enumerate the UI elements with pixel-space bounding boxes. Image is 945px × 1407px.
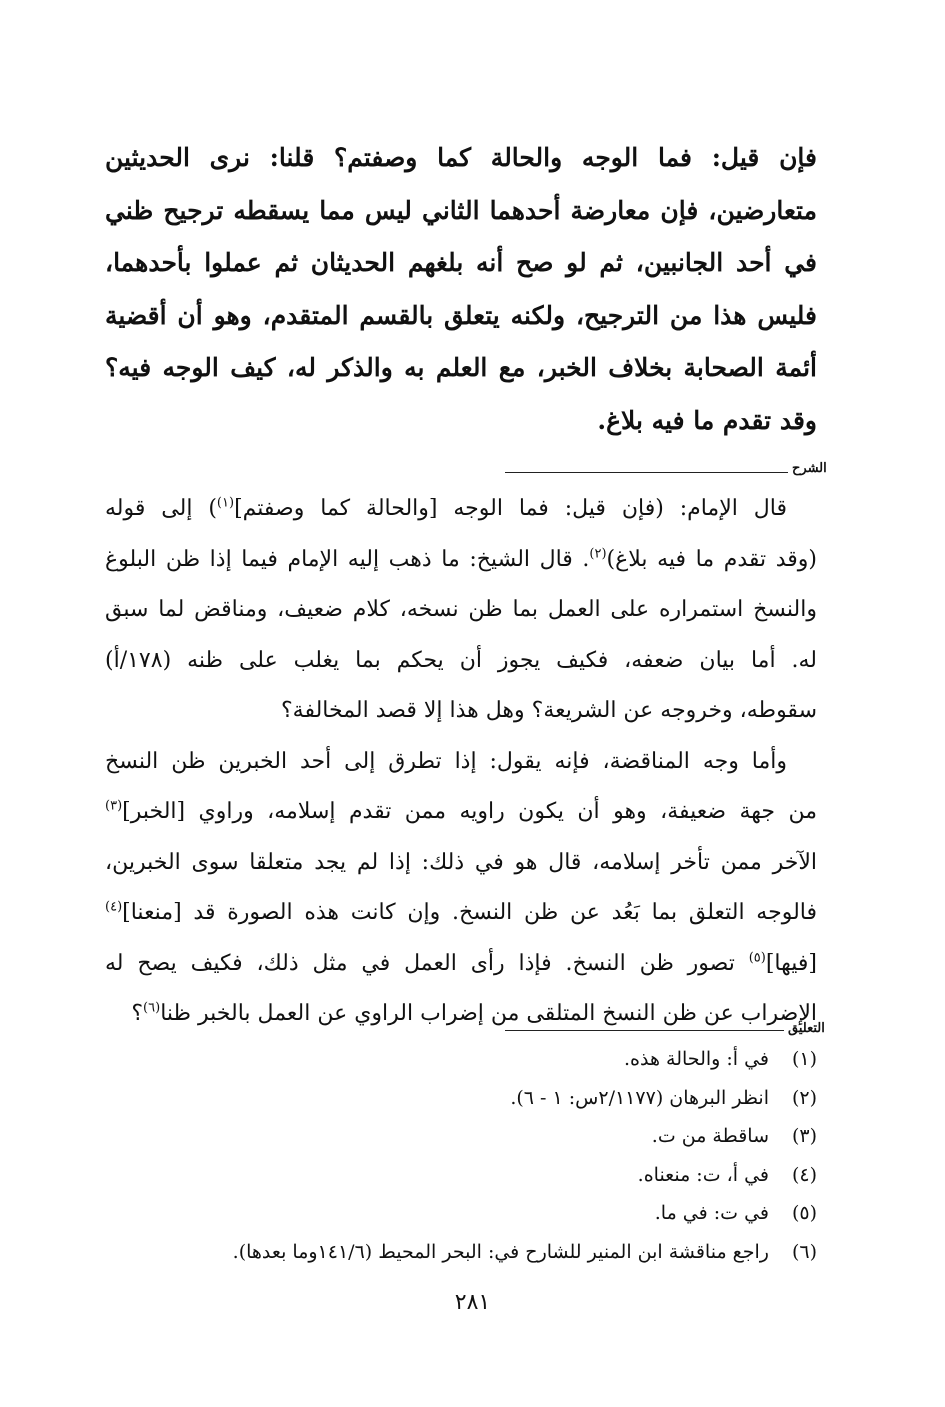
footnote-ref: (٢) [589,546,607,562]
sharh-label: الشرح [792,461,827,476]
footnote-ref: (١) [216,495,235,511]
commentary-line: فالوجه التعلق بما بَعُد عن ظن النسخ. وإن كانت هذه الصورة قد [منعنا]$^{(٤)}$ [105,899,817,925]
footnote [105,1156,817,1195]
footnote-text: ساقطة من ت. [651,1125,769,1147]
main-text-line: فإن قيل: فما الوجه والحالة كما وصفتم؟ قلنا: نرى الحديثين [105,143,817,172]
footnote [105,1194,817,1233]
commentary-line: سقوطه، وخروجه عن الشريعة؟ وهل هذا إلا قصد المخالفة؟ [280,698,817,723]
main-text-line: متعارضين، فإن معارضة أحدهما الثاني ليس مما يسقطه ترجيح ظني [105,195,817,225]
footnote-number: (٤) [791,1163,817,1186]
footnote [105,1233,817,1272]
page-number: ٢٨١ [454,1290,491,1315]
taaliq-label: التعليق [788,1021,825,1036]
main-text [105,132,817,447]
main-text-line: فليس هذا من الترجيح، ولكنه يتعلق بالقسم المتقدم، وهو أن أقضية [105,300,817,330]
commentary-line: [فيها]$^{(٥)}$ تصور ظن النسخ. فإذا رأى العمل في مثل ذلك، فكيف يصح له [105,950,817,976]
footnote-ref: (٤) [105,899,123,915]
footnote-ref: (٦) [143,1000,161,1016]
commentary-line: والنسخ استمراره على العمل بما ظن نسخه، كلام ضعيف، ومناقض لما سبق [105,597,817,622]
footnote [105,1040,817,1079]
commentary-line: له. أما بيان ضعفه، فكيف يجوز أن يحكم بما يغلب على ظنه (١٧٨/أ) [105,647,817,673]
footnote-number: (١) [791,1048,817,1070]
main-text-line: أئمة الصحابة بخلاف الخبر، مع العلم به والذكر له، كيف الوجه فيه؟ [105,353,817,382]
main-text-line: في أحد الجانبين، ثم لو صح أنه بلغهم الحديثان ثم عملوا بأحدهما، [105,248,817,277]
footnotes [105,1040,817,1271]
footnote-text: في أ: والحالة هذه. [624,1048,769,1070]
footnote-number: (٥) [791,1202,817,1224]
footnote-number: (٢) [791,1086,817,1109]
footnote-text: انظر البرهان (٢/١١٧٧س: ١ - ٦). [510,1086,769,1109]
commentary-line: (وقد تقدم ما فيه بلاغ)$^{(٢)}$. قال الشيخ: ما ذهب إليه الإمام فيما إذا ظن البلوغ [105,546,818,572]
main-text-line: وقد تقدم ما فيه بلاغ. [597,405,817,435]
commentary-line: وأما وجه المناقضة، فإنه يقول: إذا تطرق إلى أحد الخبرين ظن النسخ [105,748,787,774]
commentary-line: الآخر ممن تأخر إسلامه، قال هو في ذلك: إذا لم يجد متعلقا سوى الخبرين، [105,849,817,875]
footnote-ref: (٣) [105,798,123,814]
commentary-line: من جهة ضعيفة، وهو أن يكون راويه ممن تقدم إسلامه، وراوي [الخبر]$^{(٣)}$ [105,798,817,824]
footnote-ref: (٥) [748,950,766,966]
commentary-line: قال الإمام: (فإن قيل: فما الوجه [والحالة كما وصفتم]$^{(١)}$) إلى قوله [105,495,787,521]
footnotes-divider [505,1030,784,1031]
commentary-text [105,484,817,1040]
footnote-text: راجع مناقشة ابن المنير للشارح في: البحر المحيط (١٤١/٦وما بعدها). [232,1240,769,1263]
footnote [105,1079,817,1118]
footnote-text: في أ، ت: منعناه. [637,1163,769,1186]
footnote-text: في ت: في ما. [654,1202,769,1224]
sharh-divider [505,472,788,473]
footnote [105,1117,817,1156]
commentary-line: الإضراب عن ظن النسخ المتلقى من إضراب الراوي عن العمل بالخبر ظنا$^{(٦)}$؟ [131,1000,817,1026]
footnote-number: (٦) [791,1240,817,1263]
footnote-number: (٣) [791,1125,817,1147]
